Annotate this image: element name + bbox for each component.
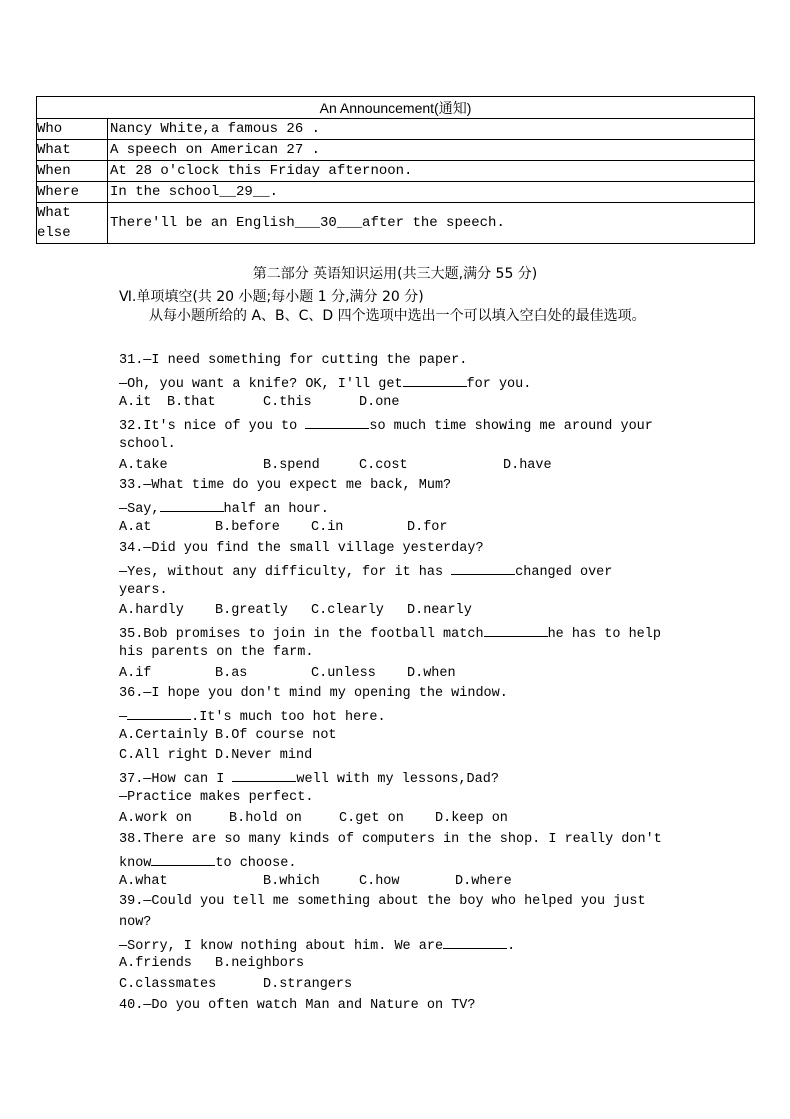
q34-option-d: D.nearly: [407, 603, 472, 619]
q32-option-c: C.cost: [359, 457, 408, 473]
q33-text-b: half an hour.: [223, 501, 329, 517]
q34-option-a: A.hardly: [119, 603, 184, 619]
q38-text-b: to choose.: [215, 855, 297, 871]
q32-blank: [305, 414, 369, 429]
q35-option-b: B.as: [215, 665, 248, 681]
q35-text-c: his parents on the farm.: [119, 644, 314, 660]
row-value-who: Nancy White,a famous 26 .: [108, 119, 755, 140]
q39-option-b: B.neighbors: [215, 956, 305, 972]
q39-option-d: D.strangers: [263, 977, 353, 993]
q35-text-b: he has to help: [547, 627, 661, 642]
question-32: [119, 414, 679, 476]
q34-option-c: C.clearly: [311, 603, 384, 619]
q38-option-c: C.how: [359, 873, 400, 889]
q33-option-a: A.at: [119, 519, 152, 535]
q35-option-c: C.unless: [311, 665, 376, 681]
q37-option-a: A.work on: [119, 810, 192, 826]
q31-option-b: B.that: [167, 394, 216, 410]
q32-option-a: A.take: [119, 457, 168, 473]
q31-option-d: D.one: [359, 394, 400, 410]
q38-option-a: A.what: [119, 873, 168, 889]
row-value-where: In the school__29__.: [108, 182, 755, 203]
q36-option-d: D.Never mind: [215, 748, 313, 764]
row-key-what-else: What else: [37, 203, 108, 244]
q33-blank: [160, 497, 224, 512]
q34-option-b: B.greatly: [215, 603, 288, 619]
q39-text-c: —Sorry, I know nothing about him. We are: [119, 938, 444, 954]
question-37: [119, 767, 679, 829]
q39-blank: [443, 934, 507, 949]
q32-text-a: 32.It's nice of you to: [119, 419, 306, 434]
part-title: 第二部分 英语知识运用(共三大题,满分 55 分): [252, 266, 538, 282]
row-value-when: At 28 o'clock this Friday afternoon.: [108, 161, 755, 182]
q36-blank: [127, 705, 191, 720]
row-key-what: What: [37, 140, 108, 161]
q31-stem: 31.—I need something for cutting the paper.: [119, 353, 468, 368]
question-35: [119, 622, 679, 684]
q36-option-b: B.Of course not: [215, 727, 337, 743]
row-key-when: When: [37, 161, 108, 182]
q34-blank: [451, 560, 515, 575]
announcement-title: An Announcement(通知): [37, 97, 755, 119]
q33-option-b: B.before: [215, 519, 280, 535]
section-title: Ⅵ.单项填空(共 20 小题;每小题 1 分,满分 20 分): [119, 289, 424, 305]
q33-text-a: —Say,: [119, 501, 160, 517]
q34-text-b: changed over: [515, 564, 613, 580]
q38-stem: 38.There are so many kinds of computers in the shop. I really don't: [119, 832, 662, 847]
q38-option-d: D.where: [455, 873, 512, 889]
q39-option-a: A.friends: [119, 956, 192, 972]
q35-option-d: D.when: [407, 665, 456, 681]
q32-text-c: school.: [119, 436, 176, 452]
question-33: [119, 476, 679, 538]
q36-stem: 36.—I hope you don't mind my opening the window.: [119, 686, 508, 701]
q34-text-c: years.: [119, 582, 168, 598]
q32-option-d: D.have: [503, 457, 552, 473]
q33-option-c: C.in: [311, 519, 344, 535]
q31-blank: [403, 372, 467, 387]
q33-stem: 33.—What time do you expect me back, Mum?: [119, 478, 452, 493]
q37-text-c: —Practice makes perfect.: [119, 789, 314, 805]
question-38: [119, 830, 679, 892]
q37-option-d: D.keep on: [435, 810, 508, 826]
q39-stem: 39.—Could you tell me something about the boy who helped you just: [119, 894, 646, 909]
row-key-where: Where: [37, 182, 108, 203]
q31-text-a: —Oh, you want a knife? OK, I'll get: [119, 376, 403, 392]
q36-text-a: —: [119, 709, 128, 725]
q31-option-a: A.it: [119, 394, 152, 410]
q36-option-c: C.All right: [119, 748, 209, 764]
question-39: [119, 892, 679, 996]
q31-text-b: for you.: [466, 376, 532, 392]
q33-option-d: D.for: [407, 519, 448, 535]
question-34: [119, 539, 679, 622]
question-36: [119, 684, 679, 767]
question-40: [119, 996, 679, 1017]
q35-text-a: 35.Bob promises to join in the football match: [119, 627, 484, 642]
q38-blank: [151, 851, 215, 866]
q38-option-b: B.which: [263, 873, 320, 889]
q40-stem: 40.—Do you often watch Man and Nature on TV?: [119, 998, 476, 1013]
row-value-what: A speech on American 27 .: [108, 140, 755, 161]
q35-option-a: A.if: [119, 665, 152, 681]
q36-option-a: A.Certainly: [119, 727, 209, 743]
q37-text-b: well with my lessons,Dad?: [296, 772, 499, 787]
q37-blank: [232, 767, 296, 782]
q37-option-b: B.hold on: [229, 810, 302, 826]
q38-text-a: know: [119, 855, 152, 871]
q32-option-b: B.spend: [263, 457, 320, 473]
row-value-what-else: There'll be an English___30___after the speech.: [108, 203, 755, 244]
q37-option-c: C.get on: [339, 810, 404, 826]
q34-text-a: —Yes, without any difficulty, for it has: [119, 564, 452, 580]
announcement-table: [36, 96, 755, 244]
q31-option-c: C.this: [263, 394, 312, 410]
q34-stem: 34.—Did you find the small village yesterday?: [119, 541, 484, 556]
q32-text-b: so much time showing me around your: [369, 419, 653, 434]
q39-text-b: now?: [119, 914, 152, 930]
q39-option-c: C.classmates: [119, 977, 217, 993]
q35-blank: [484, 622, 548, 637]
q36-text-b: .It's much too hot here.: [191, 709, 386, 725]
row-key-who: Who: [37, 119, 108, 140]
q37-text-a: 37.—How can I: [119, 772, 233, 787]
q39-text-d: .: [507, 938, 516, 954]
instruction: 从每小题所给的 A、B、C、D 四个选项中选出一个可以填入空白处的最佳选项。: [149, 308, 646, 324]
question-31: [119, 351, 679, 413]
